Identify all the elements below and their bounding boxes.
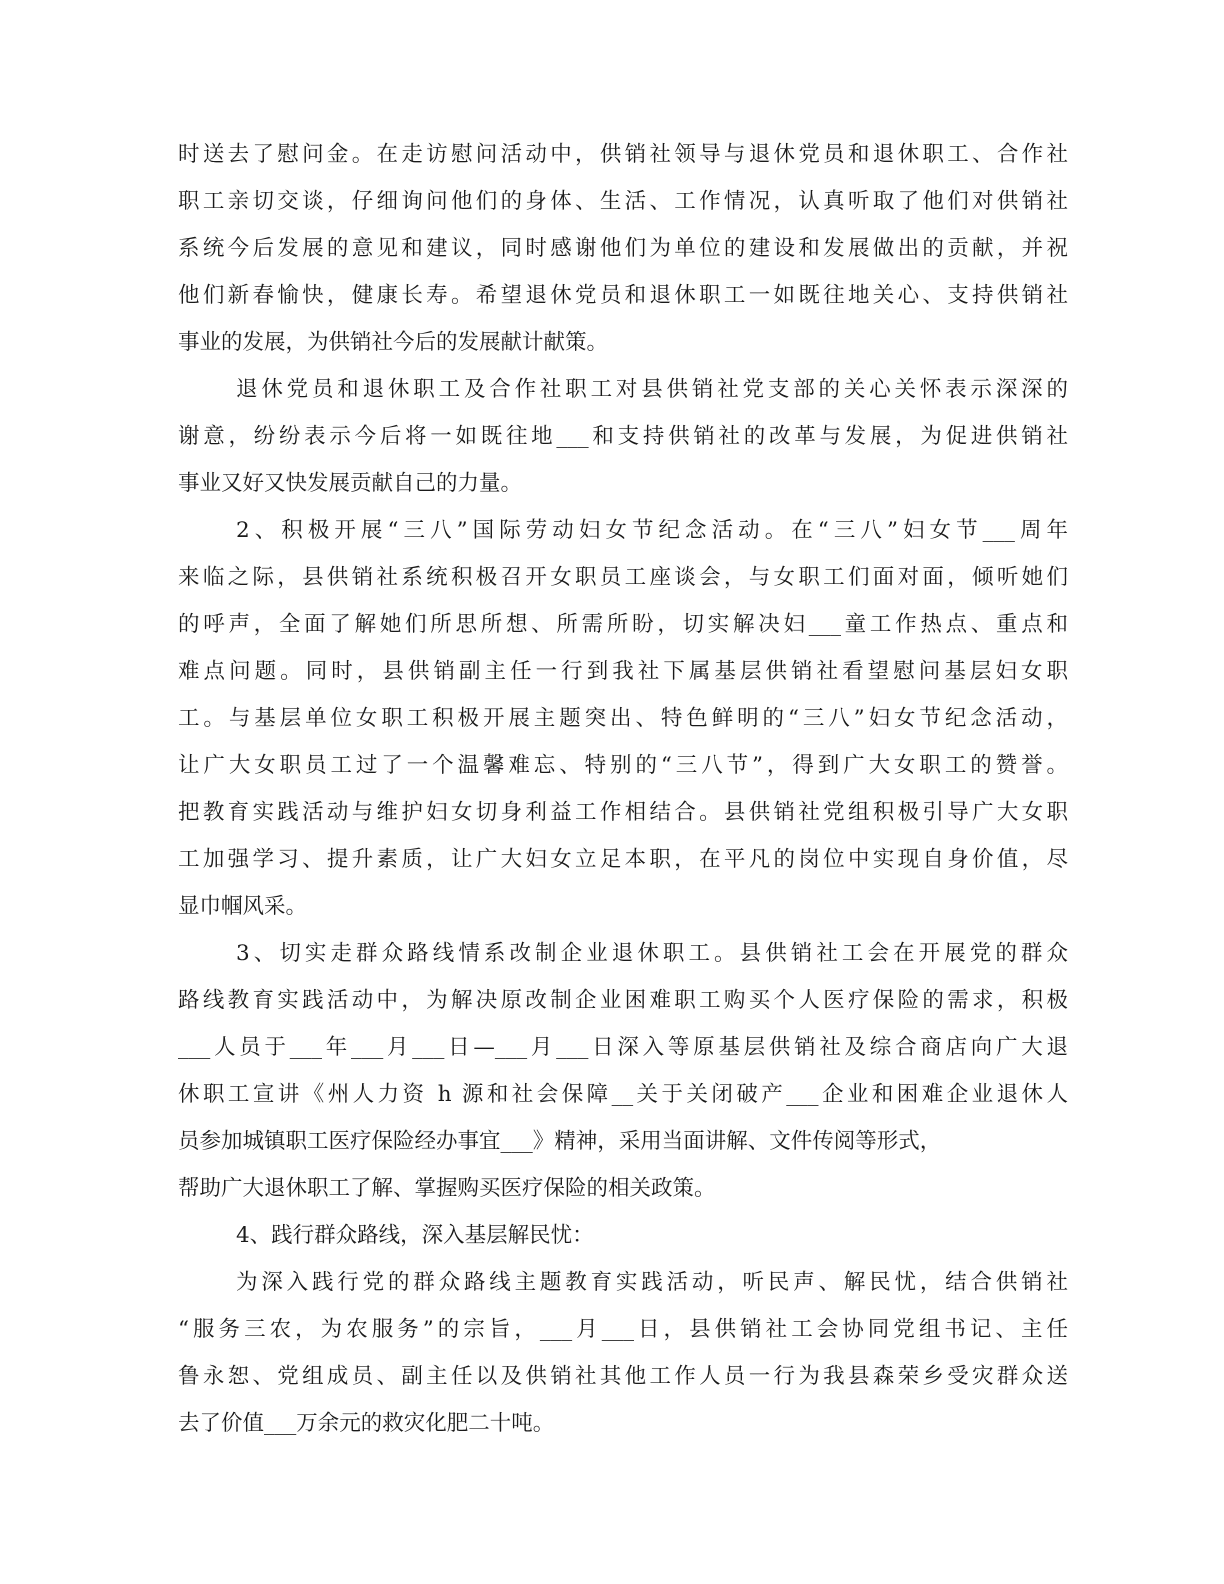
text-line: 路线教育实践活动中，为解决原改制企业困难职工购买个人医疗保险的需求，积极: [178, 988, 1068, 1013]
text-line: 系统今后发展的意见和建议，同时感谢他们为单位的建设和发展做出的贡献，并祝: [178, 236, 1068, 261]
text-line: “服务三农，为农服务”的宗旨，___月___日，县供销社工会协同党组书记、主任: [178, 1317, 1068, 1342]
text-line: ___人员于___年___月___日—___月___日深入等原基层供销社及综合商店向广大退: [178, 1035, 1068, 1060]
section-heading: 4、践行群众路线，深入基层解民忧：: [236, 1223, 594, 1248]
text-line: 2、积极开展“三八”国际劳动妇女节纪念活动。在“三八”妇女节___周年: [236, 518, 1068, 543]
text-line: 事业又好又快发展贡献自己的力量。: [178, 471, 523, 496]
text-line: 为深入践行党的群众路线主题教育实践活动，听民声、解民忧，结合供销社: [236, 1270, 1068, 1295]
text-line: 时送去了慰问金。在走访慰问活动中，供销社领导与退休党员和退休职工、合作社: [178, 142, 1068, 167]
text-line: 职工亲切交谈，仔细询问他们的身体、生活、工作情况，认真听取了他们对供销社: [178, 189, 1068, 214]
text-line: 休职工宣讲《州人力资 h 源和社会保障__关于关闭破产___企业和困难企业退休人: [178, 1082, 1068, 1107]
text-line: 工加强学习、提升素质，让广大妇女立足本职，在平凡的岗位中实现自身价值，尽: [178, 847, 1068, 872]
text-line: 把教育实践活动与维护妇女切身利益工作相结合。县供销社党组积极引导广大女职: [178, 800, 1068, 825]
text-line: 去了价值___万余元的救灾化肥二十吨。: [178, 1411, 555, 1436]
text-line: 事业的发展，为供销社今后的发展献计献策。: [178, 330, 609, 355]
text-line: 来临之际，县供销社系统积极召开女职员工座谈会，与女职工们面对面，倾听她们: [178, 565, 1068, 590]
text-line: 帮助广大退休职工了解、掌握购买医疗保险的相关政策。: [178, 1176, 716, 1201]
text-line: 显巾帼风采。: [178, 894, 308, 919]
text-line: 谢意，纷纷表示今后将一如既往地___和支持供销社的改革与发展，为促进供销社: [178, 424, 1068, 449]
text-line: 的呼声，全面了解她们所思所想、所需所盼，切实解决妇___童工作热点、重点和: [178, 612, 1068, 637]
text-line: 工。与基层单位女职工积极开展主题突出、特色鲜明的“三八”妇女节纪念活动，: [178, 706, 1068, 731]
text-line: 难点问题。同时，县供销副主任一行到我社下属基层供销社看望慰问基层妇女职: [178, 659, 1068, 684]
text-line: 鲁永恕、党组成员、副主任以及供销社其他工作人员一行为我县森荣乡受灾群众送: [178, 1364, 1068, 1389]
text-line: 退休党员和退休职工及合作社职工对县供销社党支部的关心关怀表示深深的: [236, 377, 1068, 402]
text-line: 让广大女职员工过了一个温馨难忘、特别的“三八节”，得到广大女职工的赞誉。: [178, 753, 1068, 778]
text-line: 员参加城镇职工医疗保险经办事宜___》精神，采用当面讲解、文件传阅等形式，: [178, 1129, 942, 1154]
text-line: 3、切实走群众路线情系改制企业退休职工。县供销社工会在开展党的群众: [236, 941, 1068, 966]
text-line: 他们新春愉快，健康长寿。希望退休党员和退休职工一如既往地关心、支持供销社: [178, 283, 1068, 308]
